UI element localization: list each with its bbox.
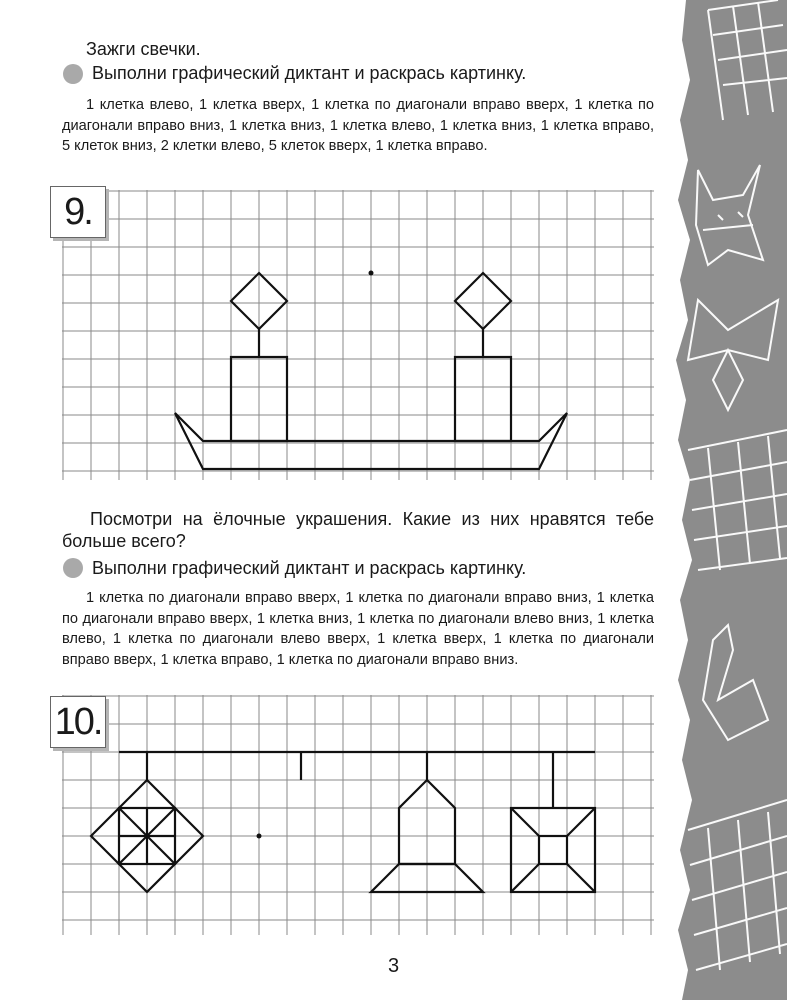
- start-dot: [257, 834, 262, 839]
- task9-intro: Зажги свечки.: [86, 39, 201, 59]
- task10-bullet-icon: [63, 558, 83, 578]
- task9-grid: [62, 190, 662, 480]
- decorative-side-strip: [668, 0, 787, 1000]
- square-ornament: [511, 752, 595, 892]
- task9-number: 9.: [50, 186, 106, 238]
- start-dot: [369, 271, 374, 276]
- task9-instruction: Выполни графический диктант и раскрась картинку.: [92, 63, 527, 83]
- task10-grid: [62, 695, 662, 935]
- task10-instruction: Выполни графический диктант и раскрась картинку.: [92, 558, 527, 578]
- task9-bullet-icon: [63, 64, 83, 84]
- task10-intro: Посмотри на ёлочные украшения. Какие из них нравятся тебе больше всего?: [62, 509, 654, 551]
- task10-dictation: 1 клетка по диагонали вправо вверх, 1 клетка по диагонали вправо вниз, 1 клетка по диагонали вправо вверх, 1 клетка вниз, 1 клетка по диагонали влево вниз, 1 клетка влево, 1 клетка по диагонали влево вверх, 1 клетка вверх, 1 клетка по диагонали вправо вверх, 1 клетка вправо, 1 клетка по диагонали вправо вниз.: [62, 590, 654, 668]
- task9-dictation: 1 клетка влево, 1 клетка вверх, 1 клетка по диагонали вправо вверх, 1 клетка по диагонали вправо вниз, 1 клетка вниз, 1 клетка влево, 1 клетка вниз, 1 клетка вправо, 5 клеток вниз, 2 клетки влево, 5 клеток вверх, 1 клетка вправо.: [62, 97, 654, 154]
- page-number: 3: [387, 955, 400, 977]
- task10-number: 10.: [50, 696, 106, 748]
